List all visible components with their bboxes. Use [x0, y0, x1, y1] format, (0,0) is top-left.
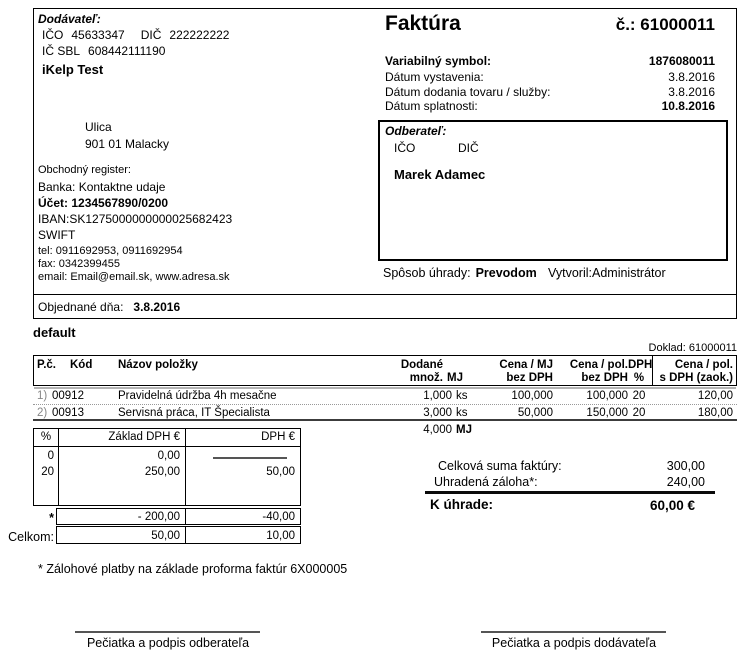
vat-base: 250,00	[144, 466, 180, 478]
item-row-number: 2)	[37, 407, 48, 419]
customer-dic-label: DIČ	[458, 141, 479, 155]
vat-rate: 20	[41, 466, 54, 478]
customer-name: Marek Adamec	[394, 167, 486, 182]
supplier-name: iKelp Test	[42, 62, 104, 77]
signature-label-customer: Pečiatka a podpis odberateľa	[86, 636, 250, 650]
paid-advance-value: 240,00	[666, 475, 705, 489]
supplier-ico-label: IČO	[42, 28, 64, 42]
col-header-total: Cena / pol. s DPH (zaok.)	[659, 359, 733, 384]
items-sum-qty: 4,000	[423, 424, 452, 436]
order-date-value: 3.8.2016	[133, 300, 181, 314]
item-row-price-mj: 50,000	[517, 407, 553, 419]
invoice-title: Faktúra	[385, 12, 461, 35]
item-row-unit: ks	[456, 390, 468, 402]
order-date-line	[38, 300, 180, 314]
supplier-account: Účet: 1234567890/0200	[38, 196, 169, 210]
col-header-mj: MJ	[447, 372, 463, 384]
supplier-tel: tel: 0911692953, 0911692954	[38, 245, 183, 257]
meta-value-delivery-date: 3.8.2016	[668, 85, 715, 99]
advance-note: * Zálohové platby na základe proforma faktúr 6X000005	[38, 562, 348, 576]
item-row-qty: 3,000	[423, 407, 452, 419]
customer-ico-label: IČO	[394, 141, 416, 155]
item-row-price-mj: 100,000	[511, 390, 553, 402]
order-date-label: Objednané dňa:	[38, 300, 124, 314]
vat-amount-header: DPH €	[261, 431, 295, 443]
col-header-nazov: Názov položky	[118, 359, 198, 371]
vat-base-header: Základ DPH €	[108, 431, 180, 443]
col-header-vat: DPH %	[628, 359, 653, 384]
amount-due-value: 60,00 €	[649, 498, 695, 513]
supplier-icsbl-value: 608442111190	[88, 44, 166, 58]
supplier-ico-value: 45633347	[71, 28, 125, 42]
total-sum-value: 300,00	[666, 459, 705, 473]
item-row-price-pol: 150,000	[586, 407, 628, 419]
vat-advance-amount: -40,00	[262, 511, 295, 523]
item-row-code: 00913	[52, 407, 84, 419]
item-row-name: Pravidelná údržba 4h mesačne	[118, 390, 277, 402]
document-ref: Doklad: 61000011	[648, 342, 737, 354]
supplier-iban: IBAN:SK1275000000000025682423	[38, 212, 233, 226]
payment-method-label: Spôsob úhrady:	[383, 266, 471, 280]
created-by-label: Vytvoril:	[548, 266, 592, 280]
item-row-vat: 20	[632, 407, 646, 419]
vat-amount-dash	[213, 457, 287, 459]
col-header-kod: Kód	[70, 359, 93, 371]
signature-line-supplier	[481, 631, 666, 633]
item-row-qty: 1,000	[423, 390, 452, 402]
item-row-vat: 20	[632, 390, 646, 402]
total-sum-label: Celková suma faktúry:	[438, 459, 562, 473]
vat-total-amount: 10,00	[266, 530, 295, 542]
signature-line-customer	[75, 631, 260, 633]
item-row-name: Servisná práca, IT Špecialista	[118, 407, 270, 419]
supplier-register-label: Obchodný register:	[38, 164, 131, 176]
customer-frame	[378, 120, 728, 261]
supplier-icsbl-label: IČ SBL	[42, 44, 81, 58]
col-header-price-pol: Cena / pol. bez DPH	[569, 359, 628, 384]
supplier-dic-value: 222222222	[169, 28, 230, 42]
signature-label-supplier: Pečiatka a podpis dodávateľa	[491, 636, 657, 650]
row-separator	[33, 404, 737, 405]
meta-value-variable-symbol: 1876080011	[648, 54, 715, 68]
vat-pct-header: %	[40, 431, 52, 443]
meta-value-issue-date: 3.8.2016	[668, 70, 715, 84]
payment-method-value: Prevodom	[475, 266, 537, 280]
customer-section-label: Odberateľ:	[385, 124, 447, 138]
vat-advance-base: - 200,00	[137, 511, 180, 523]
amount-due-label: K úhrade:	[430, 497, 494, 512]
supplier-street: Ulica	[85, 120, 112, 134]
supplier-bank: Banka: Kontaktne udaje	[38, 180, 166, 194]
items-bottom-rule	[33, 419, 737, 421]
group-label: default	[33, 325, 76, 340]
vat-base: 0,00	[157, 450, 180, 462]
vat-total-base: 50,00	[151, 530, 180, 542]
created-by-line	[548, 266, 666, 281]
col-header-price-mj: Cena / MJ bez DPH	[499, 359, 553, 384]
supplier-dic-label: DIČ	[140, 28, 162, 42]
items-sum-unit: MJ	[456, 424, 472, 436]
item-row-total: 120,00	[697, 390, 733, 402]
vat-total-label: Celkom:	[8, 530, 54, 544]
item-row-number: 1)	[37, 390, 48, 402]
meta-label-due-date: Dátum splatnosti:	[385, 99, 478, 113]
supplier-fax: fax: 0342399455	[38, 258, 120, 270]
meta-label-issue-date: Dátum vystavenia:	[385, 70, 484, 84]
item-row-unit: ks	[456, 407, 468, 419]
supplier-ids-line	[42, 28, 229, 42]
row1-top-shade	[34, 387, 736, 389]
meta-label-delivery-date: Dátum dodania tovaru / služby:	[385, 85, 551, 99]
vat-rate: 0	[47, 450, 54, 462]
col-header-pc: P.č.	[37, 359, 56, 371]
created-by-value: Administrátor	[592, 266, 666, 280]
supplier-section-label: Dodávateľ:	[38, 12, 101, 26]
meta-label-variable-symbol: Variabilný symbol:	[385, 54, 492, 68]
paid-advance-label: Uhradená záloha*:	[434, 475, 538, 489]
supplier-email: email: Email@email.sk, www.adresa.sk	[38, 271, 230, 283]
col-header-qty: Dodané množ.	[400, 359, 443, 384]
meta-value-due-date: 10.8.2016	[661, 99, 715, 113]
totals-rule	[425, 491, 715, 494]
item-row-price-pol: 100,000	[586, 390, 628, 402]
vat-amount: 50,00	[266, 466, 295, 478]
supplier-city: 901 01 Malacky	[85, 137, 170, 151]
payment-method-line	[383, 266, 537, 281]
supplier-swift: SWIFT	[38, 228, 76, 242]
item-row-code: 00912	[52, 390, 84, 402]
supplier-icsbl-line	[42, 44, 165, 58]
invoice-number: č.: 61000011	[615, 15, 715, 34]
vat-advance-label: *	[49, 511, 54, 525]
item-row-total: 180,00	[697, 407, 733, 419]
